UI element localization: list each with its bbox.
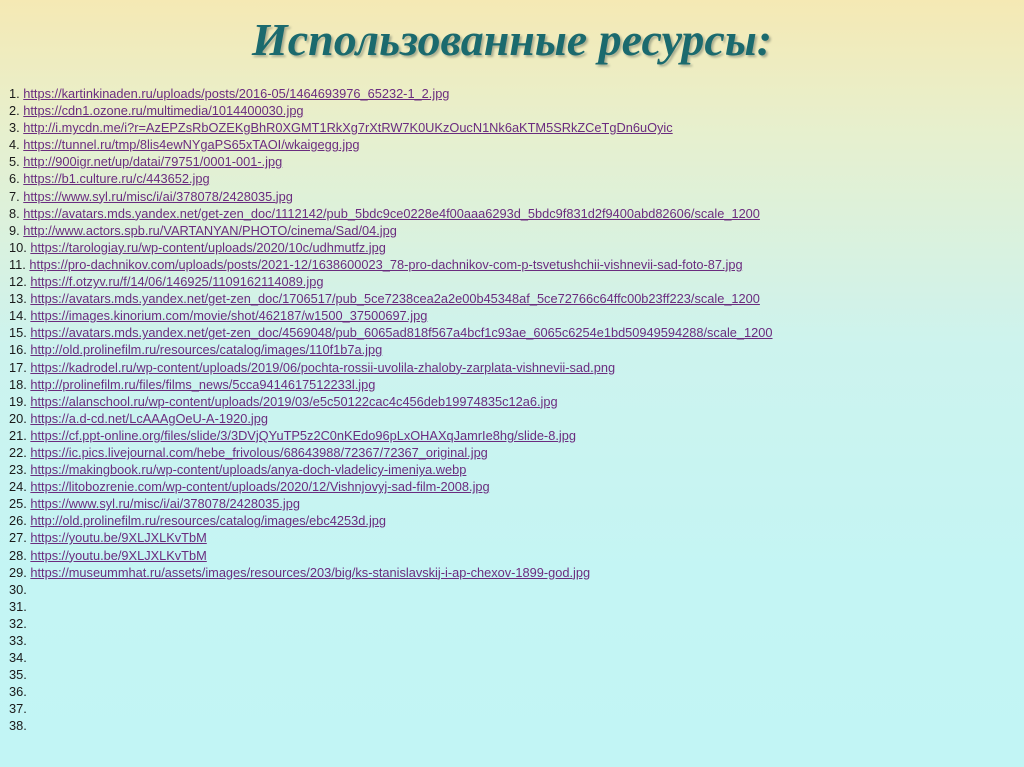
reference-number: 18. xyxy=(9,376,27,392)
reference-number: 28. xyxy=(9,547,27,563)
reference-item xyxy=(9,205,1014,222)
reference-item xyxy=(9,170,1014,187)
reference-number: 1. xyxy=(9,86,20,101)
reference-number: 32. xyxy=(9,615,27,631)
reference-list xyxy=(9,85,1014,735)
reference-item xyxy=(9,85,1014,102)
reference-number: 27. xyxy=(9,530,27,546)
reference-item xyxy=(9,512,1014,529)
reference-link[interactable]: https://avatars.mds.yandex.net/get-zen_doc/1112142/pub_5bdc9ce0228e4f00aaa6293d_5bdc9f831d2f9400abd82606/scale_1200 xyxy=(23,205,760,221)
reference-link[interactable]: https://cf.ppt-online.org/files/slide/3/3DVjQYuTP5z2C0nKEdo96pLxOHAXqJamrIe8hg/slide-8.jpg xyxy=(30,427,576,443)
reference-link[interactable]: https://youtu.be/9XLJXLKvTbM xyxy=(30,530,207,546)
reference-item xyxy=(9,717,1014,734)
reference-link[interactable]: https://tarologiay.ru/wp-content/uploads/2020/10c/udhmutfz.jpg xyxy=(30,239,386,255)
reference-item xyxy=(9,478,1014,495)
reference-number: 7. xyxy=(9,188,20,204)
reference-link[interactable]: https://tunnel.ru/tmp/8lis4ewNYgaPS65xTAOI/wkaigegg.jpg xyxy=(23,137,360,153)
reference-item xyxy=(9,410,1014,427)
reference-link[interactable]: http://i.mycdn.me/i?r=AzEPZsRbOZEKgBhR0XGMT1RkXg7rXtRW7K0UKzOucN1Nk6aKTM5SRkZCeTgDn6uOyic xyxy=(23,120,673,136)
reference-link[interactable]: https://avatars.mds.yandex.net/get-zen_doc/1706517/pub_5ce7238cea2a2e00b45348af_5ce72766c64ffc00b23ff223/scale_1200 xyxy=(30,291,760,307)
reference-item xyxy=(9,598,1014,615)
reference-link[interactable]: https://avatars.mds.yandex.net/get-zen_doc/4569048/pub_6065ad818f567a4bcf1c93ae_6065c6254e1bd50949594288/scale_1200 xyxy=(30,325,773,341)
reference-item xyxy=(9,547,1014,564)
reference-link[interactable]: http://old.prolinefilm.ru/resources/catalog/images/ebc4253d.jpg xyxy=(30,513,387,529)
reference-number: 10. xyxy=(9,239,27,255)
reference-link[interactable]: https://ic.pics.livejournal.com/hebe_frivolous/68643988/72367/72367_original.jpg xyxy=(30,444,488,460)
reference-link[interactable]: https://a.d-cd.net/LcAAAgOeU-A-1920.jpg xyxy=(30,410,268,426)
reference-link[interactable]: http://www.actors.spb.ru/VARTANYAN/PHOTO/cinema/Sad/04.jpg xyxy=(23,222,397,238)
reference-number: 29. xyxy=(9,564,27,580)
reference-item xyxy=(9,495,1014,512)
reference-item xyxy=(9,256,1014,273)
reference-item xyxy=(9,102,1014,119)
slide-title: Использованные ресурсы: xyxy=(251,14,773,65)
reference-number: 11. xyxy=(9,256,26,272)
reference-item xyxy=(9,239,1014,256)
reference-item xyxy=(9,427,1014,444)
reference-number: 15. xyxy=(9,325,27,341)
reference-item xyxy=(9,188,1014,205)
reference-link[interactable]: https://www.syl.ru/misc/i/ai/378078/2428035.jpg xyxy=(23,188,293,204)
reference-link[interactable]: https://museummhat.ru/assets/images/resources/203/big/ks-stanislavskij-i-ap-chexov-1899-god.jpg xyxy=(30,564,591,580)
reference-number: 30. xyxy=(9,581,27,597)
reference-link[interactable]: https://kadrodel.ru/wp-content/uploads/2019/06/pochta-rossii-uvolila-zhaloby-zarplata-vishnevii-sad.png xyxy=(30,359,616,375)
reference-link[interactable]: https://kartinkinaden.ru/uploads/posts/2016-05/1464693976_65232-1_2.jpg xyxy=(23,86,450,101)
reference-number: 24. xyxy=(9,479,27,495)
reference-item xyxy=(9,119,1014,136)
reference-number: 19. xyxy=(9,393,27,409)
reference-number: 31. xyxy=(9,598,27,614)
reference-link[interactable]: https://litobozrenie.com/wp-content/uploads/2020/12/Vishnjovyj-sad-film-2008.jpg xyxy=(30,479,490,495)
reference-item xyxy=(9,393,1014,410)
reference-number: 12. xyxy=(9,274,27,290)
reference-number: 4. xyxy=(9,137,20,153)
reference-number: 14. xyxy=(9,308,27,324)
reference-item xyxy=(9,136,1014,153)
reference-link[interactable]: https://images.kinorium.com/movie/shot/462187/w1500_37500697.jpg xyxy=(30,308,428,324)
reference-link[interactable]: https://makingbook.ru/wp-content/uploads/anya-doch-vladelicy-imeniya.webp xyxy=(30,462,467,478)
reference-link[interactable]: https://alanschool.ru/wp-content/uploads/2019/03/e5c50122cac4c456deb19974835c12a6.jpg xyxy=(30,393,558,409)
reference-item xyxy=(9,529,1014,546)
reference-item xyxy=(9,461,1014,478)
reference-number: 13. xyxy=(9,291,27,307)
reference-number: 26. xyxy=(9,513,27,529)
reference-number: 35. xyxy=(9,667,27,683)
reference-item xyxy=(9,632,1014,649)
reference-number: 23. xyxy=(9,462,27,478)
reference-number: 2. xyxy=(9,103,20,119)
reference-number: 9. xyxy=(9,222,20,238)
reference-number: 22. xyxy=(9,444,27,460)
reference-link[interactable]: https://youtu.be/9XLJXLKvTbM xyxy=(30,547,207,563)
reference-item xyxy=(9,581,1014,598)
reference-item xyxy=(9,290,1014,307)
reference-number: 38. xyxy=(9,718,27,734)
reference-item xyxy=(9,444,1014,461)
reference-link[interactable]: https://www.syl.ru/misc/i/ai/378078/2428035.jpg xyxy=(30,496,300,512)
reference-number: 25. xyxy=(9,496,27,512)
reference-link[interactable]: https://b1.culture.ru/c/443652.jpg xyxy=(23,171,210,187)
reference-number: 20. xyxy=(9,410,27,426)
reference-link[interactable]: http://old.prolinefilm.ru/resources/catalog/images/110f1b7a.jpg xyxy=(30,342,383,358)
reference-number: 34. xyxy=(9,650,27,666)
reference-item xyxy=(9,324,1014,341)
reference-item xyxy=(9,683,1014,700)
reference-item xyxy=(9,273,1014,290)
reference-item xyxy=(9,564,1014,581)
reference-number: 16. xyxy=(9,342,27,358)
reference-number: 36. xyxy=(9,684,27,700)
reference-item xyxy=(9,615,1014,632)
reference-number: 5. xyxy=(9,154,20,170)
reference-link[interactable]: http://prolinefilm.ru/files/films_news/5cca9414617512233l.jpg xyxy=(30,376,376,392)
reference-item xyxy=(9,222,1014,239)
reference-number: 17. xyxy=(9,359,27,375)
reference-link[interactable]: http://900igr.net/up/datai/79751/0001-001-.jpg xyxy=(23,154,283,170)
reference-item xyxy=(9,649,1014,666)
reference-item xyxy=(9,153,1014,170)
reference-link[interactable]: https://f.otzyv.ru/f/14/06/146925/1109162114089.jpg xyxy=(30,274,324,290)
reference-item xyxy=(9,376,1014,393)
reference-item xyxy=(9,359,1014,376)
reference-number: 37. xyxy=(9,701,27,717)
reference-number: 33. xyxy=(9,633,27,648)
reference-number: 21. xyxy=(9,427,27,443)
reference-link[interactable]: https://pro-dachnikov.com/uploads/posts/2021-12/1638600023_78-pro-dachnikov-com-p-tsvetushchii-vishnevii-sad-foto-87.jpg xyxy=(29,256,743,272)
reference-link[interactable]: https://cdn1.ozone.ru/multimedia/1014400030.jpg xyxy=(23,103,304,119)
reference-item xyxy=(9,341,1014,358)
reference-item xyxy=(9,700,1014,717)
reference-number: 6. xyxy=(9,171,20,187)
reference-item xyxy=(9,307,1014,324)
reference-number: 8. xyxy=(9,205,20,221)
reference-item xyxy=(9,666,1014,683)
reference-number: 3. xyxy=(9,120,20,136)
